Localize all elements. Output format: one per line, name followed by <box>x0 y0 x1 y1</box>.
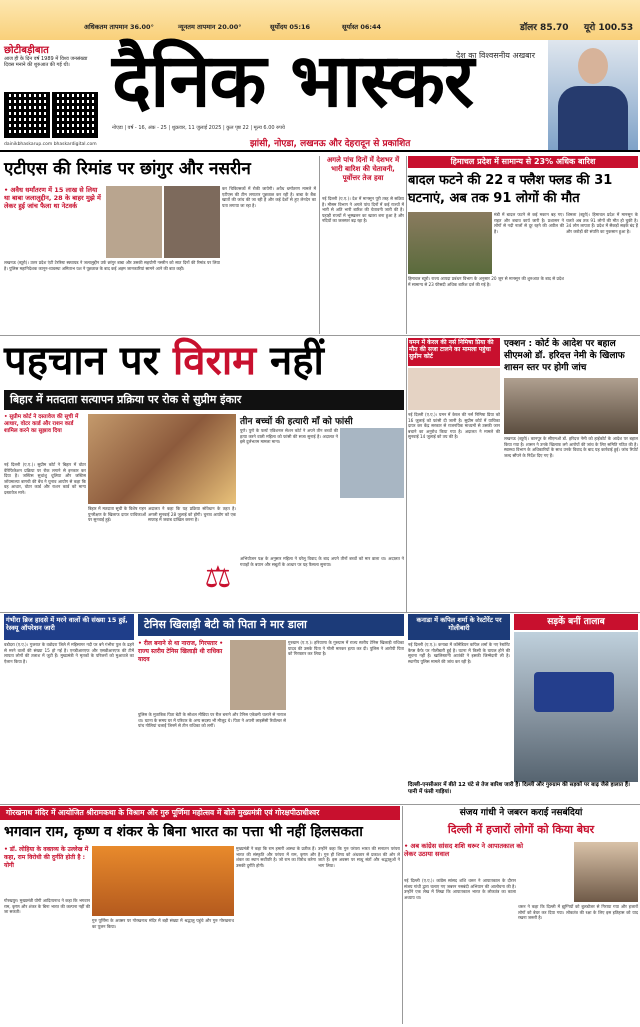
gorakhnath-body: गुरु पूर्णिमा के अवसर पर गोरखनाथ मंदिर में बड़ी संख्या में श्रद्धालु पहुंचे और गुरु गोरखनाथ का पूजन किया। <box>92 918 234 929</box>
main-headline: पहचान पर विराम नहीं <box>4 338 324 384</box>
gorakhnath-body: गोरखपुर। मुख्यमंत्री योगी आदित्यनाथ ने कहा कि भगवान राम, कृष्ण और शंकर के बिना भारत की कल्पना नहीं की जा सकती। <box>4 898 90 915</box>
temple-event-photo <box>92 846 234 916</box>
tennis-body: गुरुग्राम (ए.ए.)। हरियाणा के गुरुग्राम में राज्य स्तरीय टेनिस खिलाड़ी राधिका यादव की उसके पिता ने गोली मारकर हत्या कर दी। पुलिस ने आरोपी पिता को गिरफ्तार कर लिया है। <box>288 640 404 657</box>
nimisha-body: नई दिल्ली (ए.ए.)। यमन में केरल की नर्स निमिषा प्रिया को 16 जुलाई को फांसी दी जानी है। सुप्रीम कोर्ट में याचिका दायर कर केंद्र सरकार से राजनयिक माध्यमों से उसकी जान बचाने का अनुरोध किया गया है। अदालत ने मामले की सुनवाई 14 जुलाई को तय की है। <box>408 412 500 440</box>
emergency-body: थरूर ने कहा कि दिल्ली में झुग्गियों को बुलडोजर से गिराया गया और हजारों लोगों को बेघर कर दिया गया। लोकतंत्र की रक्षा के लिए इस इतिहास को याद रखना जरूरी है। <box>518 904 638 921</box>
cmo-headline: एक्शन : कोर्ट के आदेश पर बहाल सीएमओ डॉ. हरिदत्त नेमी के खिलाफ शासन स्तर पर होगी जांच <box>504 339 625 373</box>
mother-sentence-body: अभियोजन पक्ष के अनुसार महिला ने घरेलू विवाद के बाद अपने तीनों बच्चों को मार डाला था। अदालत ने गवाहों के बयान और सबूतों के आधार पर यह फैसला सुनाया। <box>240 556 404 567</box>
voters-photo <box>88 414 236 504</box>
emergency-headline: दिल्ली में हजारों लोगों को किया बेघर <box>447 823 595 836</box>
himachal-body: शिमला (ब्यूरो)। हिमाचल प्रदेश में मानसून के चलते अब तक 91 लोगों की मौत हो चुकी है। 34 लोग लापता हैं। प्रदेश में सैकड़ों सड़कें बंद हैं और करोड़ों की संपत्ति का नुकसान हुआ है। <box>566 212 638 234</box>
himachal-strip: हिमाचल प्रदेश में सामान्य से 23% अधिक बारिश <box>408 156 638 168</box>
accused-photo <box>106 186 162 258</box>
kapil-body: नई दिल्ली (ए.ए.)। कनाडा में कॉमेडियन कपिल शर्मा के नए रेस्टोरेंट कैप्स कैफे पर गोलीबारी हुई है। घटना में किसी के घायल होने की सूचना नहीं है। खालिस्तानी आतंकी ने इसकी जिम्मेदारी ली है। स्थानीय पुलिस मामले की जांच कर रही है। <box>408 642 510 664</box>
bridge-collapse-headline: गंभीरा ब्रिज हादसे में मरने वालों की संख्या 15 हुई, रेस्क्यू ऑपरेशन जारी <box>4 614 134 640</box>
main-body: बिहार में मतदाता सूची के विशेष गहन पुनरीक्षण के खिलाफ दायर याचिकाओं पर सुनवाई हुई। <box>88 506 146 523</box>
bridge-collapse-body: वडोदरा (ए.ए.)। गुजरात के वडोदरा जिले में महिसागर नदी पर बने गंभीरा पुल के ढहने से मरने वालों की संख्या 15 हो गई है। एनडीआरएफ और एसडीआरएफ की टीमें लापता लोगों की तलाश में जुटी हैं। मुख्यमंत्री ने मृतकों के परिजनों को मुआवजे का ऐलान किया है। <box>4 642 134 664</box>
choti-badi-baat-text: आज ही के दिन वर्ष 1989 में विश्व जनसंख्या दिवस मनाने की शुरुआत की गई थी। <box>4 56 88 68</box>
qr-code-icon <box>4 92 50 138</box>
euro-rate: यूरो 100.53 <box>584 23 634 33</box>
scales-of-justice-icon: ⚖ <box>204 560 232 595</box>
himachal-headline: बादल फटने की 22 व फ्लैश फ्लड की 31 घटनाएं, अब तक 91 लोगों की मौत <box>408 173 613 206</box>
tennis-body: पुलिस के मुताबिक पिता बेटी के सोशल मीडिया पर रील बनाने और टेनिस एकेडमी चलाने से नाराज था। घटना के समय घर में परिवार के अन्य सदस्य भी मौजूद थे। पिता ने अपनी लाइसेंसी रिवॉल्वर से पांच गोलियां चलाईं जिनमें से तीन राधिका को लगीं। <box>138 712 286 729</box>
gorakhnath-body: उन्होंने कहा कि गुरु परंपरा भारत की सनातन परंपरा है। गुरु ही शिष्य को अंधकार से प्रकाश की ओर ले जाते हैं। इस अवसर पर साधु संतों और श्रद्धालुओं ने भाग लिया। <box>318 846 400 868</box>
ats-headline: एटीएस की रिमांड पर छांगुर और नसरीन <box>4 159 251 179</box>
min-temp: न्यूनतम तापमान 20.00° <box>178 23 242 31</box>
portrait-photo <box>548 40 638 150</box>
sunrise: सूर्योदय 05:16 <box>270 23 311 31</box>
monsoon-headline: अगले पांच दिनों में देशभर में भारी बारिश की चेतावनी, पूर्वोत्तर तेज हवा <box>326 156 400 182</box>
tennis-player-photo <box>230 640 286 710</box>
ats-side-text: कर चिकित्सकों में रोकी जायेगी। अवैध धर्मांतरण मामले में एटीएस की टीम लगातार पूछताछ कर रही है। बाबा के बैंक खातों की जांच की जा रही है और कई देशों से हुए लेनदेन का पता लगाया जा रहा है। <box>222 186 316 208</box>
main-body: अदालत ने कहा कि यह प्रक्रिया संविधान के तहत है। अगली सुनवाई 28 जुलाई को होगी। चुनाव आयोग को एक सप्ताह में जवाब दाखिल करना है। <box>148 506 236 523</box>
monsoon-body: नई दिल्ली (ए.ए.)। देश में मानसून पूरी तरह से सक्रिय है। मौसम विभाग ने अगले पांच दिनों में कई राज्यों में भारी से अति भारी बारिश की चेतावनी जारी की है। पहाड़ी राज्यों में भूस्खलन का खतरा बना हुआ है और नदियों का जलस्तर बढ़ रहा है। <box>322 196 404 224</box>
choti-badi-baat-title: छोटीबड़ीबात <box>4 45 49 56</box>
max-temp: अधिकतम तापमान 36.00° <box>84 23 154 31</box>
gorakhnath-subhead: • डॉ. लोहिया के वक्तव्य के उल्लेख में कहा, राम विरोधी की दुर्गति होती है : योगी <box>4 846 89 869</box>
emergency-strip: संजय गांधी ने जबरन कराई नसबंदियां <box>459 808 583 818</box>
gorakhnath-strip: गोरखनाथ मंदिर में आयोजित श्रीरामकथा के विश्राम और गुरु पूर्णिमा महोत्सव में बोले मुख्यमंत्री एवं गोरक्षपीठाधीश्वर <box>0 806 400 820</box>
accused-photo <box>164 186 220 258</box>
nimisha-photo <box>408 368 500 410</box>
masthead-divider <box>0 150 640 152</box>
gorakhnath-body: मुख्यमंत्री ने कहा कि राम हमारी आस्था के प्रतीक हैं। भारत की संस्कृति और परंपरा में राम, कृष्ण और शंकर का स्थान सर्वोपरि है। जो राम का विरोध करेगा उसकी दुर्गति होगी। <box>236 846 316 868</box>
tharoor-photo <box>574 842 638 902</box>
kapil-headline: कनाडा में कपिल शर्मा के रेस्टोरेंट पर गोलीबारी <box>408 614 510 640</box>
himachal-body: हिमाचल ब्यूरो। राज्य आपदा प्रबंधन विभाग के अनुसार 20 जून से मानसून की शुरुआत के बाद से प्रदेश में सामान्य से 23 फीसदी अधिक बारिश दर्ज की गई है। <box>408 276 564 287</box>
main-body: नई दिल्ली (ए.ए.)। सुप्रीम कोर्ट ने बिहार में वोटर वेरिफिकेशन प्रक्रिया पर रोक लगाने से इनकार कर दिया है। जस्टिस सुधांशु धूलिया और जस्टिस जॉयमाल्या बागची की बेंच ने चुनाव आयोग से कहा कि वह आधार, वोटर कार्ड और राशन कार्ड को मान्य दस्तावेज माने। <box>4 462 86 495</box>
accused-photo <box>340 428 404 498</box>
cmo-body: लखनऊ (ब्यूरो)। कानपुर के सीएमओ डॉ. हरिदत्त नेमी को हाईकोर्ट के आदेश पर बहाल किया गया है। शासन ने उनके खिलाफ लगे आरोपों की जांच के लिए समिति गठित की है। स्वास्थ्य विभाग के अधिकारियों के साथ उनके विवाद के बाद यह कार्रवाई हुई। जांच रिपोर्ट जल्द सौंपने के निर्देश दिए गए हैं। <box>504 436 638 458</box>
weather-bar <box>0 0 640 40</box>
main-points: • सुप्रीम कोर्ट ने दस्तावेज की सूची में आधार, वोटर कार्ड और राशन कार्ड शामिल करने का सुझाव दिया <box>4 414 79 434</box>
waterlogging-caption: दिल्ली-एनसीआर में बीते 12 घंटे से तेज बारिश जारी है। दिल्ली और गुरुग्राम की सड़कों पर बाढ़ जैसे हालात हैं। पानी में फंसी गाड़ियां। <box>408 782 631 795</box>
publication-cities: झांसी, नोएडा, लखनऊ और देहरादून से प्रकाशित <box>250 139 411 149</box>
edition-info: नोएडा | वर्ष - 16, अंक - 25 | शुक्रवार, 11 जुलाई 2025 | कुल पृष्ठ 22 | मूल्य 6.00 रुपये <box>112 125 285 131</box>
qr-code-icon <box>52 92 98 138</box>
tennis-subhead: • रील बनाने से था नाराज, गिरफ्तार • राज्य स्तरीय टेनिस खिलाड़ी थी राधिका यादव <box>138 640 224 663</box>
dollar-rate: डॉलर 85.70 <box>520 23 569 33</box>
main-subheadline: बिहार में मतदाता सत्यापन प्रक्रिया पर रोक से सुप्रीम इंकार <box>4 390 404 410</box>
emergency-subhead: • अब कांग्रेस सांसद शशि थरूर ने आपातकाल को लेकर उठाया सवाल <box>404 842 524 858</box>
tennis-headline: टेनिस खिलाड़ी बेटी को पिता ने मार डाला <box>138 614 404 636</box>
waterlogged-road-photo <box>514 632 638 782</box>
ats-subhead: • अवैध धर्मांतरण में 15 लाख से लिया था बाबा जलालुद्दीन, 28 के बाहर मुझे में लेकर हुई जांच फैला था नेटवर्क <box>4 186 101 210</box>
website-links: dainikbhaskarup.com bhaskardigital.com <box>4 142 97 147</box>
newspaper-logo: दैनिक भास्कर <box>112 38 474 124</box>
flood-photo <box>408 212 492 274</box>
gorakhnath-headline: भगवान राम, कृष्ण व शंकर के बिना भारत का पत्ता भी नहीं हिलसकता <box>4 824 363 840</box>
waterlogging-headline: सड़कें बनीं तालाब <box>514 614 638 630</box>
emergency-body: नई दिल्ली (ए.ए.)। कांग्रेस सांसद शशि थरूर ने आपातकाल के दौरान संजय गांधी द्वारा चलाए गए जबरन नसबंदी अभियान की आलोचना की है। उन्होंने एक लेख में लिखा कि आपातकाल भारत के लोकतंत्र का काला अध्याय था। <box>404 878 516 900</box>
himachal-body: मंडी में बादल फटने से कई मकान बह गए। राहत और बचाव कार्य जारी है। प्रशासन ने लोगों से नदी नालों से दूर रहने की अपील की है। <box>494 212 564 234</box>
cmo-photo <box>504 378 638 434</box>
mother-sentence-headline: तीन बच्चों की हत्यारी माँ को फांसी <box>240 417 353 427</box>
mother-sentence-body: पुणे। पुणे के फर्स्ट एडिशनल सेशन कोर्ट ने अपने तीन बच्चों की हत्या करने वाली महिला को फांसी की सजा सुनाई है। अदालत ने इसे दुर्लभतम मामला माना। <box>240 428 338 445</box>
ats-body: लखनऊ (ब्यूरो)। उत्तर प्रदेश एंटी टेररिस्ट स्क्वायड ने जलालुद्दीन उर्फ छांगुर बाबा और उसकी सहयोगी नसरीन को सात दिनों की रिमांड पर लिया है। पुलिस महानिदेशक कानून-व्यवस्था अमिताभ यश ने पूछताछ के बाद कई अहम जानकारियां सामने आने की बात कही। <box>4 260 220 271</box>
tagline: देश का विश्वसनीय अखबार <box>456 51 536 60</box>
nimisha-headline: यमन में केरल की नर्स निमिषा प्रिया की मौत की सजा टालने का मामला पहुंचा सुप्रीम कोर्ट <box>408 338 500 366</box>
sunset: सूर्यास्त 06:44 <box>342 23 382 31</box>
